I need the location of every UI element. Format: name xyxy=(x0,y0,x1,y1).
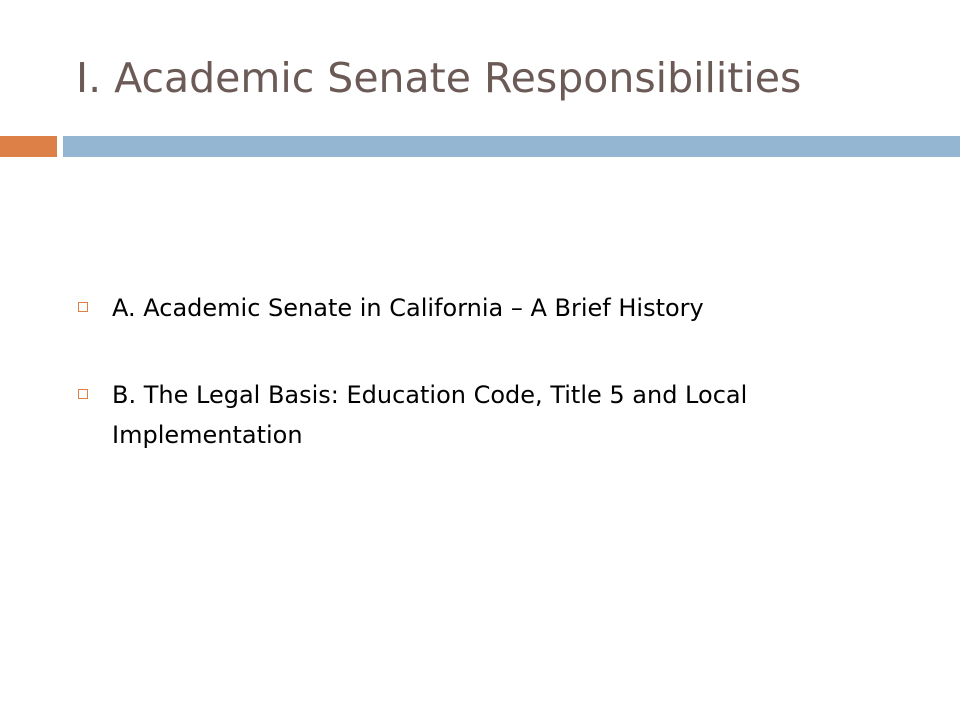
bullet-item xyxy=(76,288,876,328)
hollow-square-icon xyxy=(78,389,88,399)
bullet-list xyxy=(76,288,876,502)
title-rule xyxy=(63,136,960,157)
hollow-square-icon xyxy=(78,302,88,312)
bullet-item xyxy=(76,375,876,455)
bullet-text: A. Academic Senate in California – A Brief History xyxy=(112,294,704,322)
bullet-text: B. The Legal Basis: Education Code, Title 5 and Local Implementation xyxy=(112,381,748,449)
slide-title: I. Academic Senate Responsibilities xyxy=(76,54,802,102)
title-rule-accent xyxy=(0,136,57,157)
